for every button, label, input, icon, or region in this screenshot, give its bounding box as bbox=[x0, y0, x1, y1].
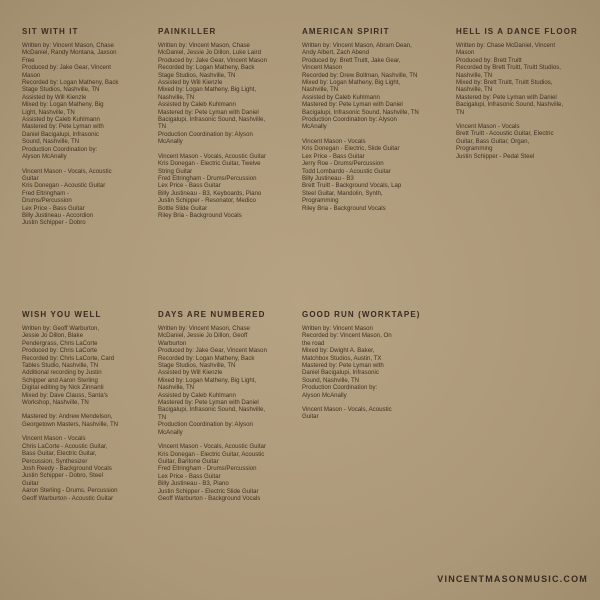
credits-group bbox=[302, 42, 440, 131]
credit-line: Written by: Chase McDaniel, Vincent bbox=[456, 42, 556, 49]
credit-line: Recorded by: Chris LaCorte, Card bbox=[22, 354, 115, 362]
credit-line: String Guitar bbox=[158, 167, 193, 175]
credit-line: Justin Schipper - Electric Slide Guitar bbox=[158, 487, 259, 495]
credit-line: Additional recording by Justin bbox=[22, 369, 102, 377]
website-url: VINCENTMASONMUSIC.COM bbox=[437, 574, 588, 584]
song-title: GOOD RUN (WORKTAPE) bbox=[302, 310, 421, 319]
credit-line: Programming bbox=[456, 145, 493, 153]
credit-line: Josh Reedy - Background Vocals bbox=[22, 464, 112, 472]
credit-line: Produced by: Jake Gear, Vincent Mason bbox=[158, 56, 267, 64]
credit-line: Warburton bbox=[158, 339, 187, 347]
song-title: HELL IS A DANCE FLOOR bbox=[456, 27, 578, 36]
credit-line: Guitar bbox=[302, 413, 319, 421]
credit-line: Written by: Vincent Mason, Chase bbox=[158, 42, 250, 49]
credit-line: Kris Donegan - Electric Guitar, Twelve bbox=[158, 160, 261, 168]
credit-line: Written by: Vincent Mason, Chase bbox=[22, 42, 114, 49]
song-title: SIT WITH IT bbox=[22, 27, 79, 36]
credit-line: Written by: Vincent Mason, Abram Dean, bbox=[302, 42, 412, 49]
credit-line: Riley Bria - Background Vocals bbox=[302, 204, 386, 212]
song-title: DAYS ARE NUMBERED bbox=[158, 310, 266, 319]
credit-line: Recorded by: Drew Bollman, Nashville, TN bbox=[302, 71, 418, 79]
credit-line: Fred Eltringham - Drums/Percussion bbox=[158, 465, 257, 473]
credit-line: TN bbox=[456, 108, 465, 116]
credit-line: Steel Guitar, Mandolin, Synth, bbox=[302, 189, 383, 197]
credit-line: Justin Schipper - Dobro, Steel bbox=[22, 472, 103, 480]
personnel-group bbox=[22, 435, 160, 502]
credit-line: Matchbox Studios, Austin, TX bbox=[302, 354, 382, 362]
credit-line: Mason bbox=[456, 49, 475, 57]
credit-line: McAnally bbox=[158, 428, 183, 436]
personnel-group bbox=[22, 168, 160, 227]
credit-line: Production Coordination by: bbox=[22, 145, 98, 153]
credit-line: Guitar, Baritone Guitar bbox=[158, 457, 219, 465]
credit-line: Andy Albert, Zach Abend bbox=[302, 49, 370, 57]
credit-line: Vincent Mason - Vocals bbox=[456, 123, 520, 131]
credit-line: Bacigalupi, Infrasonic Sound, Nashville, bbox=[456, 101, 564, 109]
credit-line: Vincent Mason - Vocals bbox=[302, 137, 366, 145]
credit-line: Vincent Mason - Vocals, Acoustic Guitar bbox=[158, 152, 266, 160]
song-title: PAINKILLER bbox=[158, 27, 217, 36]
credit-line: McDaniel, Randy Montana, Jaxson bbox=[22, 49, 117, 57]
credit-line: Vincent Mason - Vocals, Acoustic bbox=[22, 167, 112, 175]
credit-line: Kris Donegan - Acoustic Guitar bbox=[22, 182, 106, 190]
credit-line: Assisted by Will Kienzle bbox=[22, 93, 87, 101]
credit-line: Mixed by: Logan Matheny, Big bbox=[22, 101, 104, 109]
credit-line: Geoff Warburton - Background Vocals bbox=[158, 494, 261, 502]
credit-line: Mastered by: Pete Lyman with bbox=[22, 123, 104, 131]
credit-line: Guitar bbox=[22, 174, 39, 182]
credit-line: Mastered by: Pete Lyman with Daniel bbox=[158, 399, 259, 407]
credit-line: Sound, Nashville, TN bbox=[302, 376, 360, 384]
credit-line: Mixed by: Brett Truitt, Truitt Studios, bbox=[456, 79, 553, 87]
credit-line: Riley Bria - Background Vocals bbox=[158, 211, 242, 219]
credit-line: Brett Truitt - Acoustic Guitar, Electric bbox=[456, 130, 554, 138]
credit-line: Billy Justineau - B3 bbox=[302, 174, 354, 182]
credit-line: Geoff Warburton - Acoustic Guitar bbox=[22, 494, 114, 502]
credits-group bbox=[22, 42, 160, 161]
credit-line: Mixed by: Logan Matheny, Big Light, bbox=[158, 86, 257, 94]
song-credits-sit-with-it bbox=[22, 27, 160, 234]
credits-group bbox=[158, 325, 296, 436]
credit-line: Stage Studios, Nashville, TN bbox=[22, 86, 100, 94]
credit-line: Justin Schipper - Pedal Steel bbox=[456, 152, 535, 160]
credit-line: Jessie Jo Dillon, Blake bbox=[22, 332, 83, 340]
credit-line: Guitar, Bass Guitar, Organ, bbox=[456, 137, 530, 145]
credit-line: Pendergrass, Chris LaCorte bbox=[22, 339, 98, 347]
credit-line: Nashville, TN bbox=[302, 86, 339, 94]
song-credits-good-run-worktape bbox=[302, 310, 440, 428]
credit-line: Nashville, TN bbox=[456, 71, 493, 79]
credit-line: TN bbox=[158, 123, 167, 131]
credit-line: Written by: Vincent Mason bbox=[302, 325, 373, 332]
credit-line: Bacigalupi, Infrasonic Sound, Nashville, TN bbox=[302, 108, 419, 116]
credit-line: McDaniel, Jessie Jo Dillon, Geoff bbox=[158, 332, 248, 340]
credit-line: Bottle Slide Guitar bbox=[158, 204, 208, 212]
credit-line: Mixed by: Dwight A. Baker, bbox=[302, 347, 375, 355]
credits-group bbox=[456, 42, 594, 116]
credit-line: Programming bbox=[302, 197, 339, 205]
credit-line: Produced by: Jake Gear, Vincent Mason bbox=[158, 347, 267, 355]
credit-line: McDaniel, Jessie Jo Dillon, Luke Laird bbox=[158, 49, 261, 57]
credit-line: Justin Schipper - Resonator, Medico bbox=[158, 197, 256, 205]
credit-line: Recorded by Brett Truitt, Truitt Studios, bbox=[456, 64, 561, 72]
credit-line: Mixed by: Logan Matheny, Big Light, bbox=[158, 376, 257, 384]
personnel-group bbox=[302, 406, 440, 421]
credit-line: McAnally bbox=[302, 123, 327, 131]
credit-line: Vincent Mason bbox=[302, 64, 343, 72]
credit-line: Mastered by: Pete Lyman with bbox=[302, 362, 384, 370]
credit-line: Mastered by: Pete Lyman with Daniel bbox=[456, 93, 557, 101]
credit-line: Nashville, TN bbox=[158, 384, 195, 392]
credit-line: Workshop, Nashville, TN bbox=[22, 399, 89, 407]
credits-group bbox=[302, 325, 440, 399]
credit-line: Assisted by Caleb Kuhlmann bbox=[158, 391, 236, 399]
credit-line: Written by: Geoff Warburton, bbox=[22, 325, 100, 332]
credit-line: Assisted by Will Kienzle bbox=[158, 369, 223, 377]
credit-line: Assisted by Caleb Kuhlmann bbox=[158, 101, 236, 109]
credit-line: Mastered by: Andrew Mendelson, bbox=[22, 413, 113, 421]
personnel-group bbox=[158, 443, 296, 502]
credit-line: Produced by: Chris LaCorte bbox=[22, 347, 98, 355]
credit-line: Produced by: Brett Truitt, Jake Gear, bbox=[302, 56, 401, 64]
credit-line: Billy Justineau - B3, Piano bbox=[158, 480, 229, 488]
credit-line: Stage Studios, Nashville, TN bbox=[158, 71, 236, 79]
credit-line: Bass Guitar, Electric Guitar, bbox=[22, 450, 97, 458]
credit-line: Aaron Sterling - Drums, Percussion bbox=[22, 487, 118, 495]
credit-line: Mixed by: Dave Clauss, Santa's bbox=[22, 391, 108, 399]
credit-line: Recorded by: Vincent Mason, On bbox=[302, 332, 392, 340]
personnel-group bbox=[158, 153, 296, 220]
mastering-group bbox=[22, 413, 160, 428]
credit-line: Jerry Roe - Drums/Percussion bbox=[302, 160, 384, 168]
credits-group bbox=[22, 325, 160, 406]
credit-line: Billy Justineau - Accordion bbox=[22, 211, 94, 219]
credit-line: Produced by: Brett Truitt bbox=[456, 56, 522, 64]
credit-line: Free bbox=[22, 56, 35, 64]
credit-line: Vincent Mason - Vocals bbox=[22, 435, 86, 443]
credit-line: Bacigalupi, Infrasonic Sound, Nashville, bbox=[158, 406, 266, 414]
credit-line: Chris LaCorte - Acoustic Guitar, bbox=[22, 442, 108, 450]
credit-line: Mason bbox=[22, 71, 41, 79]
credit-line: TN bbox=[158, 413, 167, 421]
credit-line: Production Coordination by: Alyson bbox=[158, 421, 253, 429]
credit-line: Kris Donegan - Electric, Slide Guitar bbox=[302, 145, 400, 153]
credit-line: Light, Nashville, TN bbox=[22, 108, 75, 116]
song-credits-days-are-numbered bbox=[158, 310, 296, 509]
credit-line: Assisted by Will Kienzle bbox=[158, 79, 223, 87]
credit-line: Sound, Nashville, TN bbox=[22, 138, 80, 146]
credit-line: Digital editing by Nick Zinnanti bbox=[22, 384, 104, 392]
credit-line: Schipper and Aaron Sterling bbox=[22, 376, 98, 384]
credit-line: Written by: Vincent Mason, Chase bbox=[158, 325, 250, 332]
song-title: WISH YOU WELL bbox=[22, 310, 102, 319]
credit-line: Kris Donegan - Electric Guitar, Acoustic bbox=[158, 450, 265, 458]
credit-line: Bacigalupi, Infrasonic Sound, Nashville, bbox=[158, 116, 266, 124]
credit-line: Vincent Mason - Vocals, Acoustic Guitar bbox=[158, 443, 266, 451]
credit-line: Production Coordination by: Alyson bbox=[302, 116, 397, 124]
credit-line: Lex Price - Bass Guitar bbox=[158, 182, 221, 190]
song-credits-painkiller bbox=[158, 27, 296, 226]
credit-line: Lex Price - Bass Guitar bbox=[22, 204, 85, 212]
credit-line: Production Coordination by: bbox=[302, 384, 378, 392]
credit-line: Daniel Bacigalupi, Infrasonic bbox=[22, 130, 99, 138]
credit-line: Vincent Mason - Vocals, Acoustic bbox=[302, 406, 392, 414]
credit-line: Lex Price - Bass Guitar bbox=[302, 152, 365, 160]
credit-line: Tables Studio, Nashville, TN bbox=[22, 362, 99, 370]
credit-line: Daniel Bacigalupi, Infrasonic bbox=[302, 369, 379, 377]
credit-line: Nashville, TN bbox=[158, 93, 195, 101]
credit-line: Alyson McAnally bbox=[302, 391, 347, 399]
credit-line: Brett Truitt - Background Vocals, Lap bbox=[302, 182, 402, 190]
personnel-group bbox=[456, 123, 594, 160]
credit-line: Georgetown Masters, Nashville, TN bbox=[22, 420, 119, 428]
song-credits-wish-you-well bbox=[22, 310, 160, 509]
credit-line: Produced by: Jake Gear, Vincent bbox=[22, 64, 111, 72]
credit-line: Billy Justineau - B3, Keyboards, Piano bbox=[158, 189, 262, 197]
credit-line: Justin Schipper - Dobro bbox=[22, 219, 86, 227]
credit-line: the road bbox=[302, 339, 325, 347]
credit-line: Mastered by: Pete Lyman with Daniel bbox=[158, 108, 259, 116]
credit-line: Stage Studios, Nashville, TN bbox=[158, 362, 236, 370]
credit-line: Production Coordination by: Alyson bbox=[158, 130, 253, 138]
credit-line: Nashville, TN bbox=[456, 86, 493, 94]
credit-line: Fred Eltringham - bbox=[22, 189, 70, 197]
credit-line: Fred Eltringham - Drums/Percussion bbox=[158, 174, 257, 182]
credit-line: Lex Price - Bass Guitar bbox=[158, 472, 221, 480]
credit-line: Todd Lombardo - Acoustic Guitar bbox=[302, 167, 391, 175]
credit-line: Mixed by: Logan Matheny, Big Light, bbox=[302, 79, 401, 87]
credit-line: Mastered by: Pete Lyman with Daniel bbox=[302, 101, 403, 109]
credit-line: Drums/Percussion bbox=[22, 197, 72, 205]
credit-line: Assisted by Caleb Kuhlmann bbox=[22, 116, 100, 124]
credit-line: Assisted by Caleb Kuhlmann bbox=[302, 93, 380, 101]
credit-line: Recorded by: Logan Matheny, Back bbox=[158, 354, 255, 362]
song-title: AMERICAN SPIRIT bbox=[302, 27, 390, 36]
credit-line: Guitar bbox=[22, 479, 39, 487]
song-credits-american-spirit bbox=[302, 27, 440, 219]
credit-line: Recorded by: Logan Matheny, Back bbox=[22, 79, 119, 87]
credit-line: Recorded by: Logan Matheny, Back bbox=[158, 64, 255, 72]
credit-line: Alyson McAnally bbox=[22, 153, 67, 161]
song-credits-hell-is-a-dance-floor bbox=[456, 27, 594, 167]
personnel-group bbox=[302, 138, 440, 212]
credit-line: Percussion, Synthesizer bbox=[22, 457, 88, 465]
credits-group bbox=[158, 42, 296, 146]
credit-line: McAnally bbox=[158, 138, 183, 146]
